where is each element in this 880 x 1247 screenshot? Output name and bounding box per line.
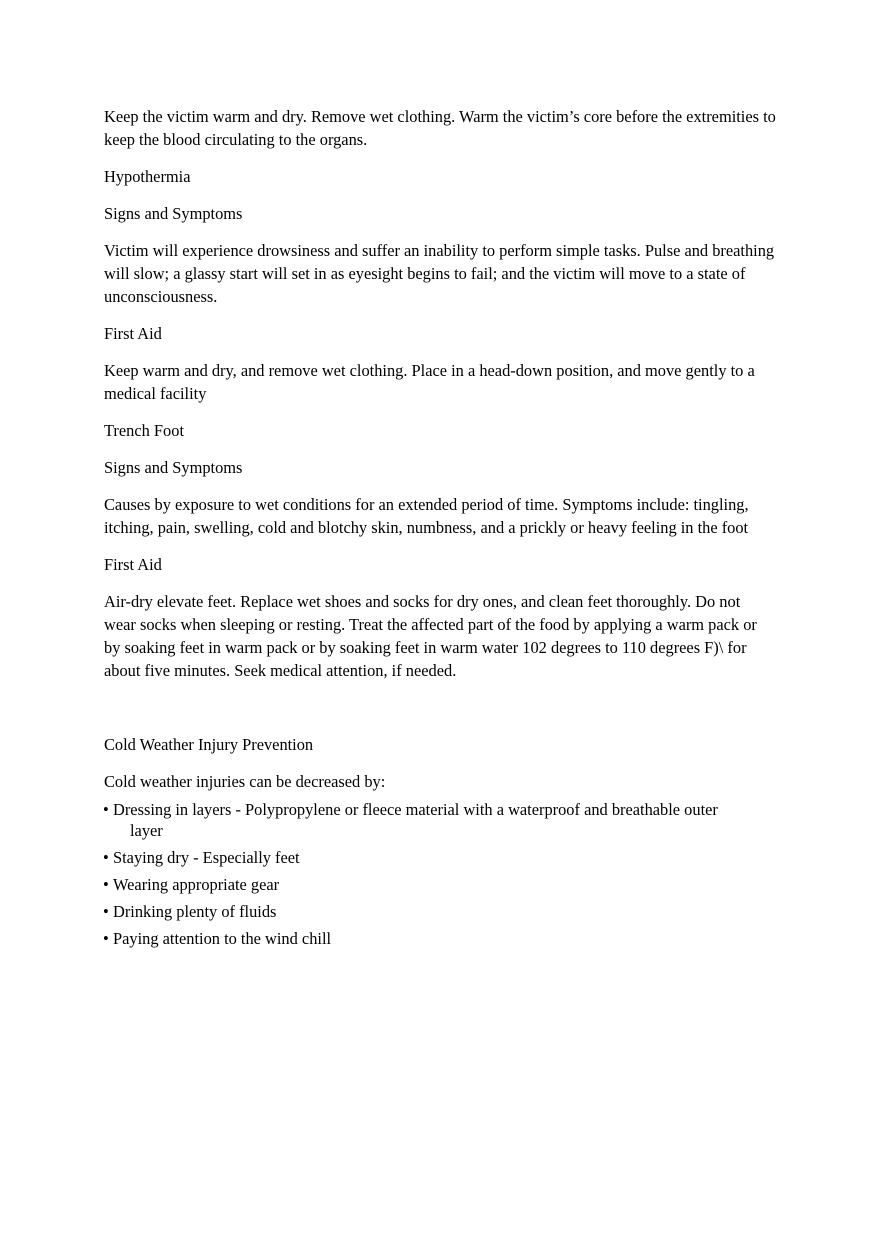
list-item-text-line: Dressing in layers - Polypropylene or fleece material with a waterproof and breathable outer: [113, 800, 718, 819]
heading-prevention: Cold Weather Injury Prevention: [104, 735, 314, 754]
paragraph-hypothermia-first-aid: Keep warm and dry, and remove wet clothing. Place in a head-down position, and move gently to a medical facility: [104, 361, 755, 403]
paragraph-hypothermia-signs: Victim will experience drowsiness and suffer an inability to perform simple tasks. Pulse and breathing will slow; a glassy start will set in as eyesight begins to fail; and the victim will move to a state of unconsciousness.: [104, 241, 775, 306]
bullet-glyph: •: [103, 800, 109, 819]
heading-trench-foot-signs: Signs and Symptoms: [104, 458, 243, 477]
bullet-glyph: •: [103, 929, 109, 948]
bullet-glyph: •: [103, 875, 109, 894]
paragraph-keep-warm: Keep the victim warm and dry. Remove wet clothing. Warm the victim’s core before the extremities to keep the blood circulating to the organs.: [104, 107, 776, 149]
list-item: [104, 799, 776, 841]
paragraph-prevention-intro: Cold weather injuries can be decreased by:: [104, 772, 386, 791]
bullet-glyph: •: [103, 902, 109, 921]
list-item: [104, 901, 776, 922]
document-body: [104, 105, 776, 955]
heading-trench-foot: Trench Foot: [104, 421, 184, 440]
heading-hypothermia-signs: Signs and Symptoms: [104, 204, 243, 223]
list-item-text: Wearing appropriate gear: [113, 875, 280, 894]
list-item: [104, 874, 776, 895]
paragraph-trench-foot-signs: Causes by exposure to wet conditions for an extended period of time. Symptoms include: tingling, itching, pain, swelling, cold and blotchy skin, numbness, and a prickly or heavy feeling in the foot: [104, 495, 749, 537]
list-item-text: Drinking plenty of fluids: [113, 902, 277, 921]
list-item-text: Paying attention to the wind chill: [113, 929, 332, 948]
heading-hypothermia-first-aid: First Aid: [104, 324, 162, 343]
section-spacer: [104, 696, 776, 733]
list-item-text: Staying dry - Especially feet: [113, 848, 300, 867]
list-item: [104, 847, 776, 868]
heading-hypothermia: Hypothermia: [104, 167, 191, 186]
paragraph-trench-foot-first-aid: Air-dry elevate feet. Replace wet shoes and socks for dry ones, and clean feet thoroughly. Do not wear socks when sleeping or resting. Treat the affected part of the food by applying a warm pack or by soaking feet in warm pack or by soaking feet in warm water 102 degrees to 110 degrees F)\ for about five minutes. Seek medical attention, if needed.: [104, 592, 757, 680]
list-item-text: [113, 799, 776, 841]
list-item-text-wrap: layer: [130, 821, 163, 840]
bullet-glyph: •: [103, 848, 109, 867]
prevention-list: [104, 799, 776, 949]
list-item: [104, 928, 776, 949]
heading-trench-foot-first-aid: First Aid: [104, 555, 162, 574]
